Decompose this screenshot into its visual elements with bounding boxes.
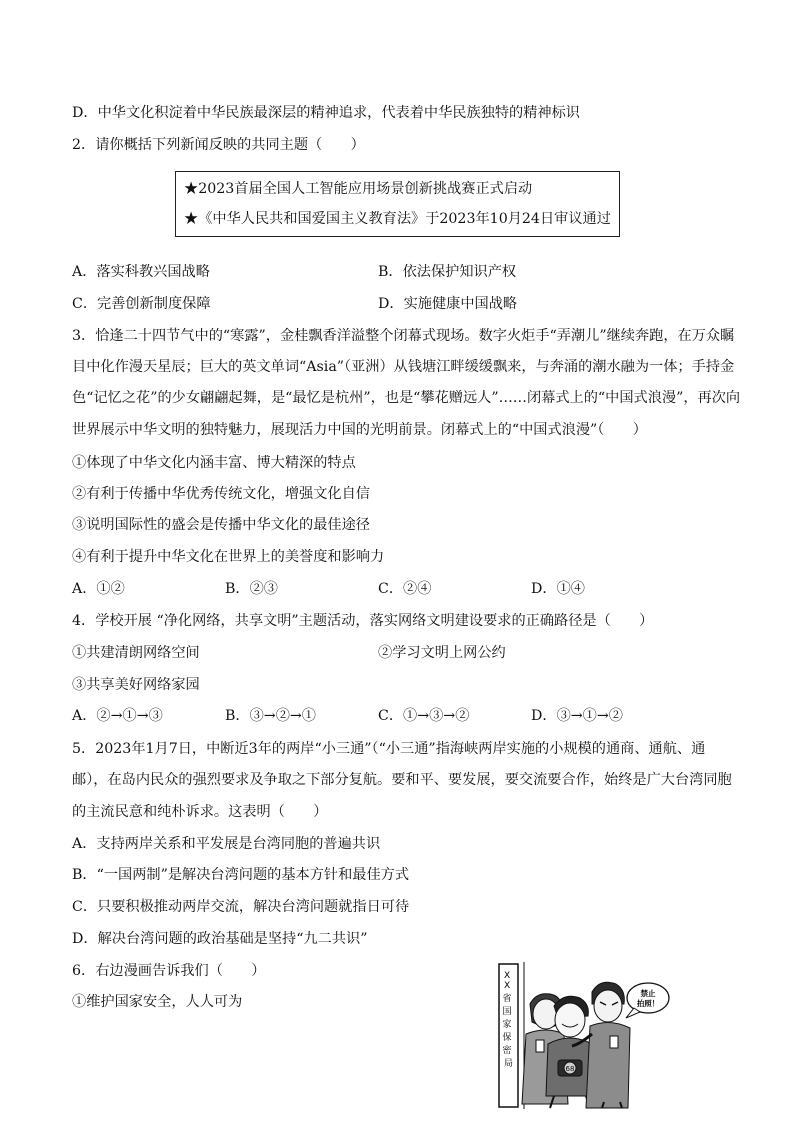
q3-option-c: C．②④ (378, 581, 432, 597)
q4-option-b: B．③→②→① (225, 708, 316, 724)
q4-option-c: C．①→③→② (378, 708, 470, 724)
bubble-text-line2: 拍照！ (636, 999, 660, 1008)
q5-stem-line: 的主流民意和纯朴诉求。这表明（ ） (72, 804, 328, 820)
q4-statement: ①共建清朗网络空间 (72, 645, 200, 661)
q6-statement: ①维护国家安全，人人可为 (72, 994, 243, 1010)
q5-option-d: D．解决台湾问题的政治基础是坚持“九二共识” (72, 931, 368, 947)
q3-stem-line: 世界展示中华文明的独特魅力，展现活力中国的光明前景。闭幕式上的“中国式浪漫”（ ） (72, 422, 647, 438)
q6-stem: 6．右边漫画告诉我们（ ） (72, 963, 266, 979)
q3-option-a: A．①② (72, 581, 125, 597)
speech-bubble (626, 983, 669, 1018)
q4-statement: ②学习文明上网公约 (378, 645, 506, 661)
q2-option-c: C．完善创新制度保障 (72, 296, 211, 312)
q5-stem-line: 5．2023年1月7日，中断近3年的两岸“小三通”（“小三通”指海峡两岸实施的小规模的通商、通航、通 (72, 741, 706, 757)
q3-statement: ③说明国际性的盛会是传播中华文化的最佳途径 (72, 517, 370, 533)
q4-statement: ③共享美好网络家园 (72, 677, 200, 693)
cartoon-illustration (496, 962, 674, 1109)
q5-option-c: C．只要积极推动两岸交流，解决台湾问题就指日可待 (72, 899, 410, 915)
q3-statement: ④有利于提升中华文化在世界上的美誉度和影响力 (72, 549, 385, 565)
news-box (175, 171, 620, 237)
q4-option-a: A．②→①→③ (72, 708, 163, 724)
q4-option-d: D．③→①→② (531, 708, 623, 724)
q1-option-d: D．中华文化积淀着中华民族最深层的精神追求，代表着中华民族独特的精神标识 (72, 105, 580, 121)
q4-stem: 4．学校开展 “净化网络，共享文明”主题活动，落实网络文明建设要求的正确路径是（ ） (72, 613, 654, 629)
q2-option-a: A．落实科教兴国战略 (72, 264, 210, 280)
sign-text: X X 省 国 家 保 密 局 (502, 971, 514, 1069)
bubble-text-line1: 禁止 (640, 989, 656, 998)
q3-stem-line: 色“记忆之花”的少女翩翩起舞，是“最忆是杭州”，也是“攀花赠远人”……闭幕式上的“中国式浪漫”，再次向 (72, 390, 741, 406)
q5-option-b: B．“一国两制”是解决台湾问题的基本方针和最佳方式 (72, 867, 410, 883)
q3-statement: ①体现了中华文化内涵丰富、博大精深的特点 (72, 455, 356, 471)
q2-option-d: D．实施健康中国战略 (378, 296, 518, 312)
news-item: ★2023首届全国人工智能应用场景创新挑战赛正式启动 (184, 181, 533, 197)
q5-stem-line: 邮），在岛内民众的强烈要求及争取之下部分复航。要和平、要发展，要交流要合作，始终是广大台湾同胞 (72, 772, 732, 788)
q5-option-a: A．支持两岸关系和平发展是台湾同胞的普遍共识 (72, 836, 381, 852)
news-item: ★《中华人民共和国爱国主义教育法》于2023年10月24日审议通过 (184, 211, 611, 227)
q2-option-b: B．依法保护知识产权 (378, 264, 517, 280)
q3-stem-line: 目中化作漫天星辰；巨大的英文单词“Asia”（亚洲）从钱塘江畔缓缓飘来，与奔涌的潮水融为一体；手持金 (72, 359, 735, 375)
q3-statement: ②有利于传播中华优秀传统文化，增强文化自信 (72, 486, 370, 502)
q3-option-d: D．①④ (531, 581, 585, 597)
shirt-number: 68 (565, 1065, 575, 1073)
q3-option-b: B．②③ (225, 581, 278, 597)
q2-stem: 2．请你概括下列新闻反映的共同主题（ ） (72, 137, 365, 153)
q3-stem-line: 3．恰逢二十四节气中的“寒露”，金桂飘香洋溢整个闭幕式现场。数字火炬手“弄潮儿”继续奔跑，在万众瞩 (72, 328, 735, 344)
